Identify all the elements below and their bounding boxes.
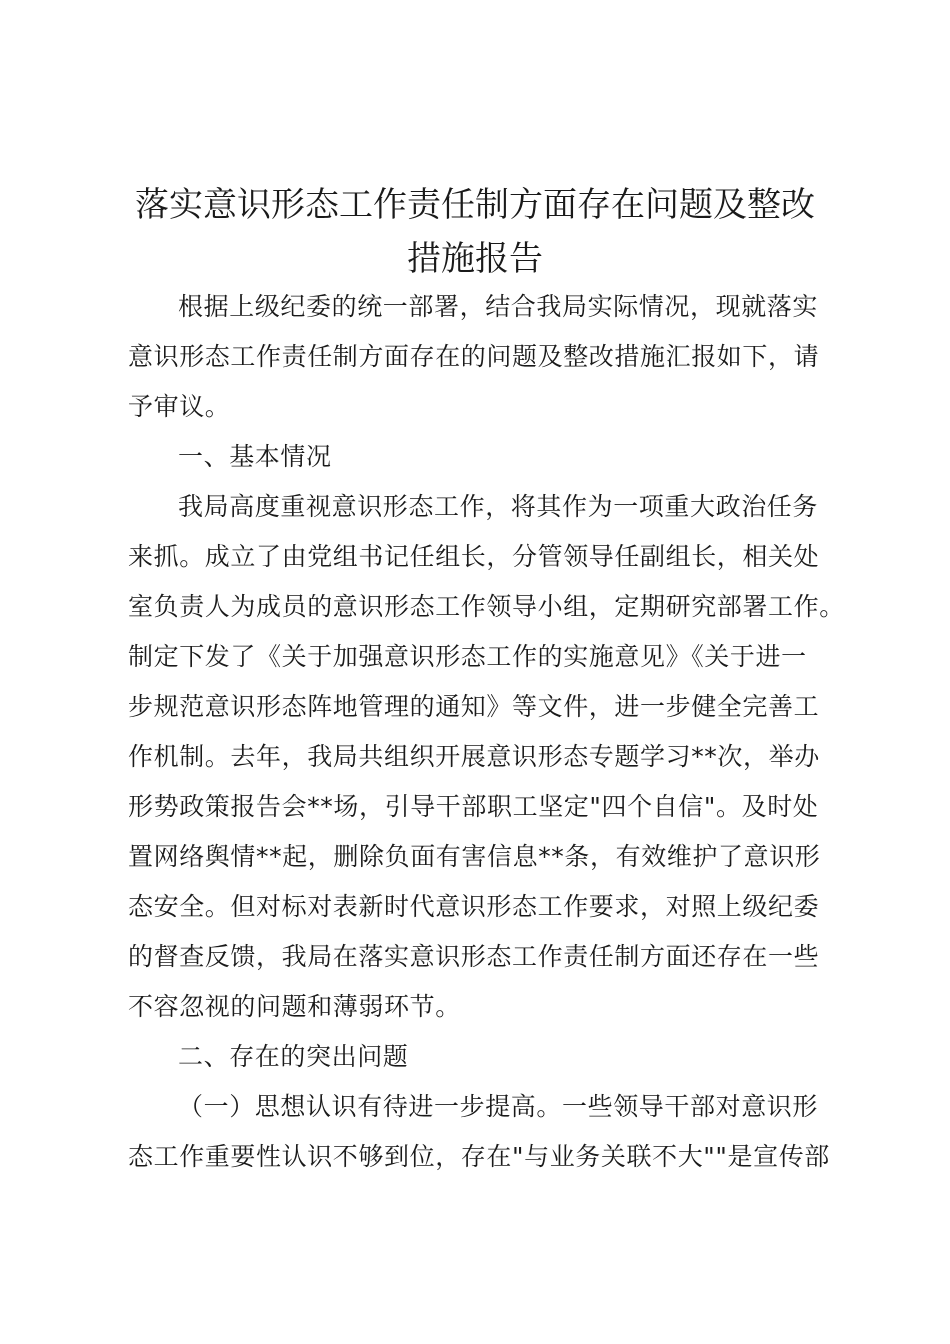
- section1-line-4: 制定下发了《关于加强意识形态工作的实施意见》《关于进一: [128, 642, 807, 671]
- section1-line-3: 室负责人为成员的意识形态工作领导小组，定期研究部署工作。: [128, 592, 845, 621]
- section2-line-1: （一）思想认识有待进一步提高。一些领导干部对意识形: [178, 1092, 819, 1121]
- section1-line-10: 的督查反馈，我局在落实意识形态工作责任制方面还存在一些: [128, 942, 820, 971]
- section1-line-5: 步规范意识形态阵地管理的通知》等文件，进一步健全完善工: [128, 692, 820, 721]
- section1-line-8: 置网络舆情**起，删除负面有害信息**条，有效维护了意识形: [128, 842, 821, 871]
- document-title: [100, 178, 850, 286]
- title-line-1: 落实意识形态工作责任制方面存在问题及整改: [135, 185, 815, 225]
- section1-line-2: 来抓。成立了由党组书记任组长，分管领导任副组长，相关处: [128, 542, 820, 571]
- intro-line-1: 根据上级纪委的统一部署，结合我局实际情况，现就落实: [178, 292, 819, 321]
- section1-line-9: 态安全。但对标对表新时代意识形态工作要求，对照上级纪委: [128, 892, 820, 921]
- section1-line-1: 我局高度重视意识形态工作，将其作为一项重大政治任务: [178, 492, 819, 521]
- section2-line-2: 态工作重要性认识不够到位，存在"与业务关联不大""是宣传部: [128, 1142, 830, 1171]
- intro-line-3: 予审议。: [128, 392, 231, 421]
- title-line-2: 措施报告: [407, 239, 543, 279]
- document-body: [128, 282, 845, 1182]
- section1-line-7: 形势政策报告会**场，引导干部职工坚定"四个自信"。及时处: [128, 792, 819, 821]
- section-heading-problems: 二、存在的突出问题: [178, 1042, 409, 1071]
- section1-line-11: 不容忽视的问题和薄弱环节。: [128, 992, 461, 1021]
- section-heading-basic: 一、基本情况: [178, 442, 332, 471]
- intro-line-2: 意识形态工作责任制方面存在的问题及整改措施汇报如下，请: [128, 342, 820, 371]
- section1-line-6: 作机制。去年，我局共组织开展意识形态专题学习**次，举办: [128, 742, 820, 771]
